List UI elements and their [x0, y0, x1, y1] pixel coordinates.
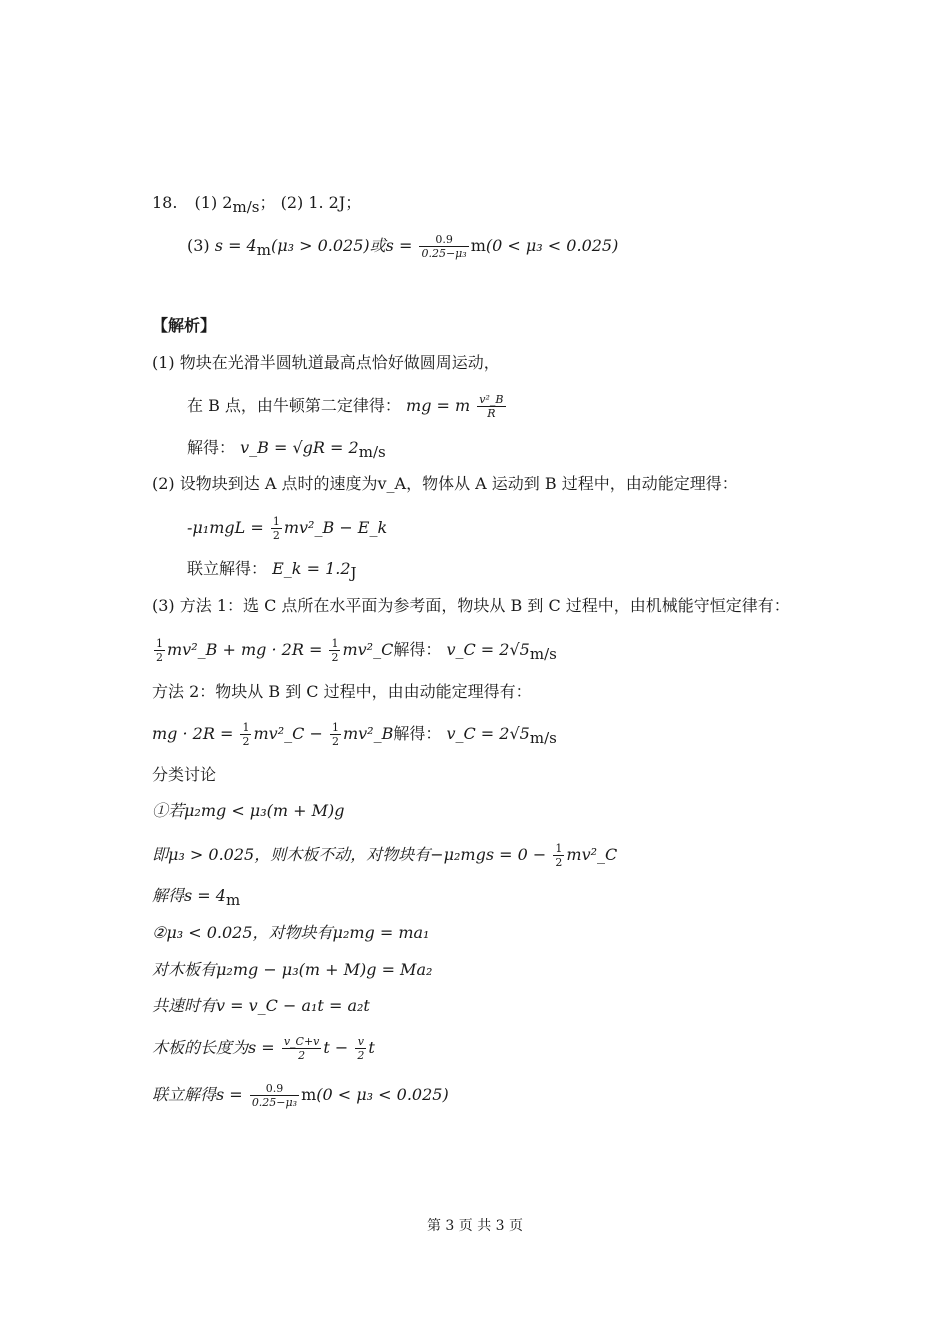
- equation: mg · 2R =: [152, 724, 234, 743]
- fraction-denominator: 0.25−μ₃: [421, 247, 467, 260]
- equation: mv²_C −: [253, 724, 323, 743]
- analysis-line-9: 方法 2：物块从 B 到 C 过程中，由由动能定理得有：: [152, 682, 532, 701]
- equation: 即μ₃ > 0.025，则木板不动，对物块有−μ₂mgs = 0 −: [152, 845, 547, 864]
- answer-part3-a: s = 4: [214, 236, 257, 255]
- fraction-denominator: 2: [555, 856, 563, 869]
- text: 解得：: [187, 438, 236, 457]
- fraction-numerator: 0.9: [419, 234, 468, 247]
- condition: (0 < μ₃ < 0.025): [316, 1085, 449, 1104]
- analysis-line-17: 共速时有v = v_C − a₁t = a₂t: [152, 996, 370, 1015]
- fraction: [271, 516, 282, 541]
- fraction: [477, 394, 505, 419]
- question-number: 18.: [152, 193, 178, 212]
- unit: m/s: [529, 729, 557, 747]
- analysis-line-13: [152, 843, 617, 868]
- equation: mg = m: [406, 396, 471, 415]
- fraction: [329, 638, 340, 663]
- analysis-line-8: [152, 638, 557, 663]
- fraction-denominator: 2: [298, 1049, 306, 1062]
- analysis-line-2: [187, 394, 508, 419]
- page-footer: 第 3 页 共 3 页: [426, 1218, 524, 1234]
- answer-line-2: [187, 234, 618, 259]
- fraction-denominator: 2: [331, 651, 339, 664]
- fraction: [282, 1036, 322, 1061]
- fraction-denominator: R: [487, 407, 496, 420]
- unit: m: [301, 1085, 317, 1104]
- fraction-numerator: 1: [242, 721, 250, 734]
- fraction: [330, 722, 341, 747]
- answer-condition-a: (μ₃ > 0.025)或: [270, 236, 386, 255]
- equation: t: [368, 1038, 375, 1057]
- unit: m: [256, 241, 271, 259]
- analysis-line-4: (2) 设物块到达 A 点时的速度为v_A，物体从 A 运动到 B 过程中，由动能定理得：: [152, 474, 738, 493]
- answer-part1: (1) 2: [194, 193, 233, 212]
- text: 在 B 点，由牛顿第二定律得：: [187, 396, 401, 415]
- equation: 联立解得s =: [152, 1085, 243, 1104]
- analysis-line-3: [187, 437, 386, 459]
- fraction-numerator: 1: [272, 515, 280, 528]
- equation: t −: [323, 1038, 349, 1057]
- analysis-line-7: (3) 方法 1：选 C 点所在水平面为参考面，物块从 B 到 C 过程中，由机械能守恒定律有：: [152, 596, 790, 615]
- analysis-line-10: [152, 722, 557, 747]
- fraction-denominator: 2: [242, 735, 250, 748]
- fraction-numerator: 1: [156, 637, 163, 650]
- equation: v_B = √gR = 2: [240, 438, 359, 457]
- answer-part3-prefix: (3): [187, 236, 210, 255]
- equation: 木板的长度为s =: [152, 1038, 275, 1057]
- equation: mv²_B − E_k: [283, 518, 388, 537]
- analysis-line-11: 分类讨论: [152, 765, 217, 784]
- fraction-denominator: 2: [156, 651, 163, 664]
- fraction: [240, 722, 251, 747]
- fraction-denominator: 2: [357, 1049, 365, 1062]
- equation: mv²_B + mg · 2R =: [167, 640, 323, 659]
- analysis-line-15: ②μ₃ < 0.025，对物块有μ₂mg = ma₁: [152, 923, 430, 942]
- fraction-denominator: 0.25−μ₃: [251, 1096, 298, 1109]
- unit: J: [350, 564, 357, 582]
- answer-part2: (2) 1. 2J；: [280, 193, 362, 212]
- equation: mv²_B: [342, 724, 394, 743]
- fraction: [419, 234, 468, 259]
- fraction-numerator: 1: [331, 637, 339, 650]
- equation: -μ₁mgL =: [187, 518, 264, 537]
- fraction: [355, 1036, 366, 1061]
- fraction-numerator: v_C+v: [283, 1035, 320, 1048]
- fraction-numerator: 0.9: [250, 1083, 299, 1096]
- analysis-line-1: (1) 物块在光滑半圆轨道最高点恰好做圆周运动，: [152, 353, 500, 372]
- fraction: [154, 638, 165, 663]
- unit: m/s: [529, 645, 557, 663]
- fraction: [250, 1083, 299, 1108]
- answer-line-1: [152, 192, 361, 214]
- answer-condition-b: (0 < μ₃ < 0.025): [485, 236, 619, 255]
- unit: m: [225, 891, 241, 909]
- equation: v_C = 2√5: [446, 724, 530, 743]
- analysis-line-6: [187, 558, 357, 580]
- fraction-denominator: 2: [331, 735, 339, 748]
- fraction-numerator: 1: [555, 842, 563, 855]
- equation: 解得s = 4: [152, 886, 226, 905]
- text: 联立解得：: [187, 559, 268, 578]
- analysis-title: 【解析】: [152, 316, 217, 335]
- text: 解得：: [393, 640, 442, 659]
- analysis-line-12: ①若μ₂mg < μ₃(m + M)g: [152, 801, 345, 820]
- answer-part1-unit: m/s: [232, 198, 260, 216]
- equation: v_C = 2√5: [446, 640, 530, 659]
- analysis-line-19: [152, 1083, 449, 1108]
- fraction-numerator: 1: [331, 721, 339, 734]
- fraction: [553, 843, 564, 868]
- separator: ；: [259, 193, 276, 212]
- analysis-line-14: [152, 885, 240, 907]
- equation: mv²_C: [566, 845, 618, 864]
- fraction-numerator: v: [355, 1036, 366, 1049]
- answer-part3-b: s =: [385, 236, 413, 255]
- analysis-line-5: [187, 516, 387, 541]
- fraction-numerator: v²_B: [479, 393, 504, 406]
- equation: mv²_C: [342, 640, 394, 659]
- analysis-line-16: 对木板有μ₂mg − μ₃(m + M)g = Ma₂: [152, 960, 433, 979]
- unit: m/s: [358, 443, 386, 461]
- unit: m: [470, 236, 486, 255]
- text: 解得：: [393, 724, 442, 743]
- fraction-denominator: 2: [272, 529, 280, 542]
- equation: E_k = 1.2: [272, 559, 351, 578]
- analysis-line-18: [152, 1036, 375, 1061]
